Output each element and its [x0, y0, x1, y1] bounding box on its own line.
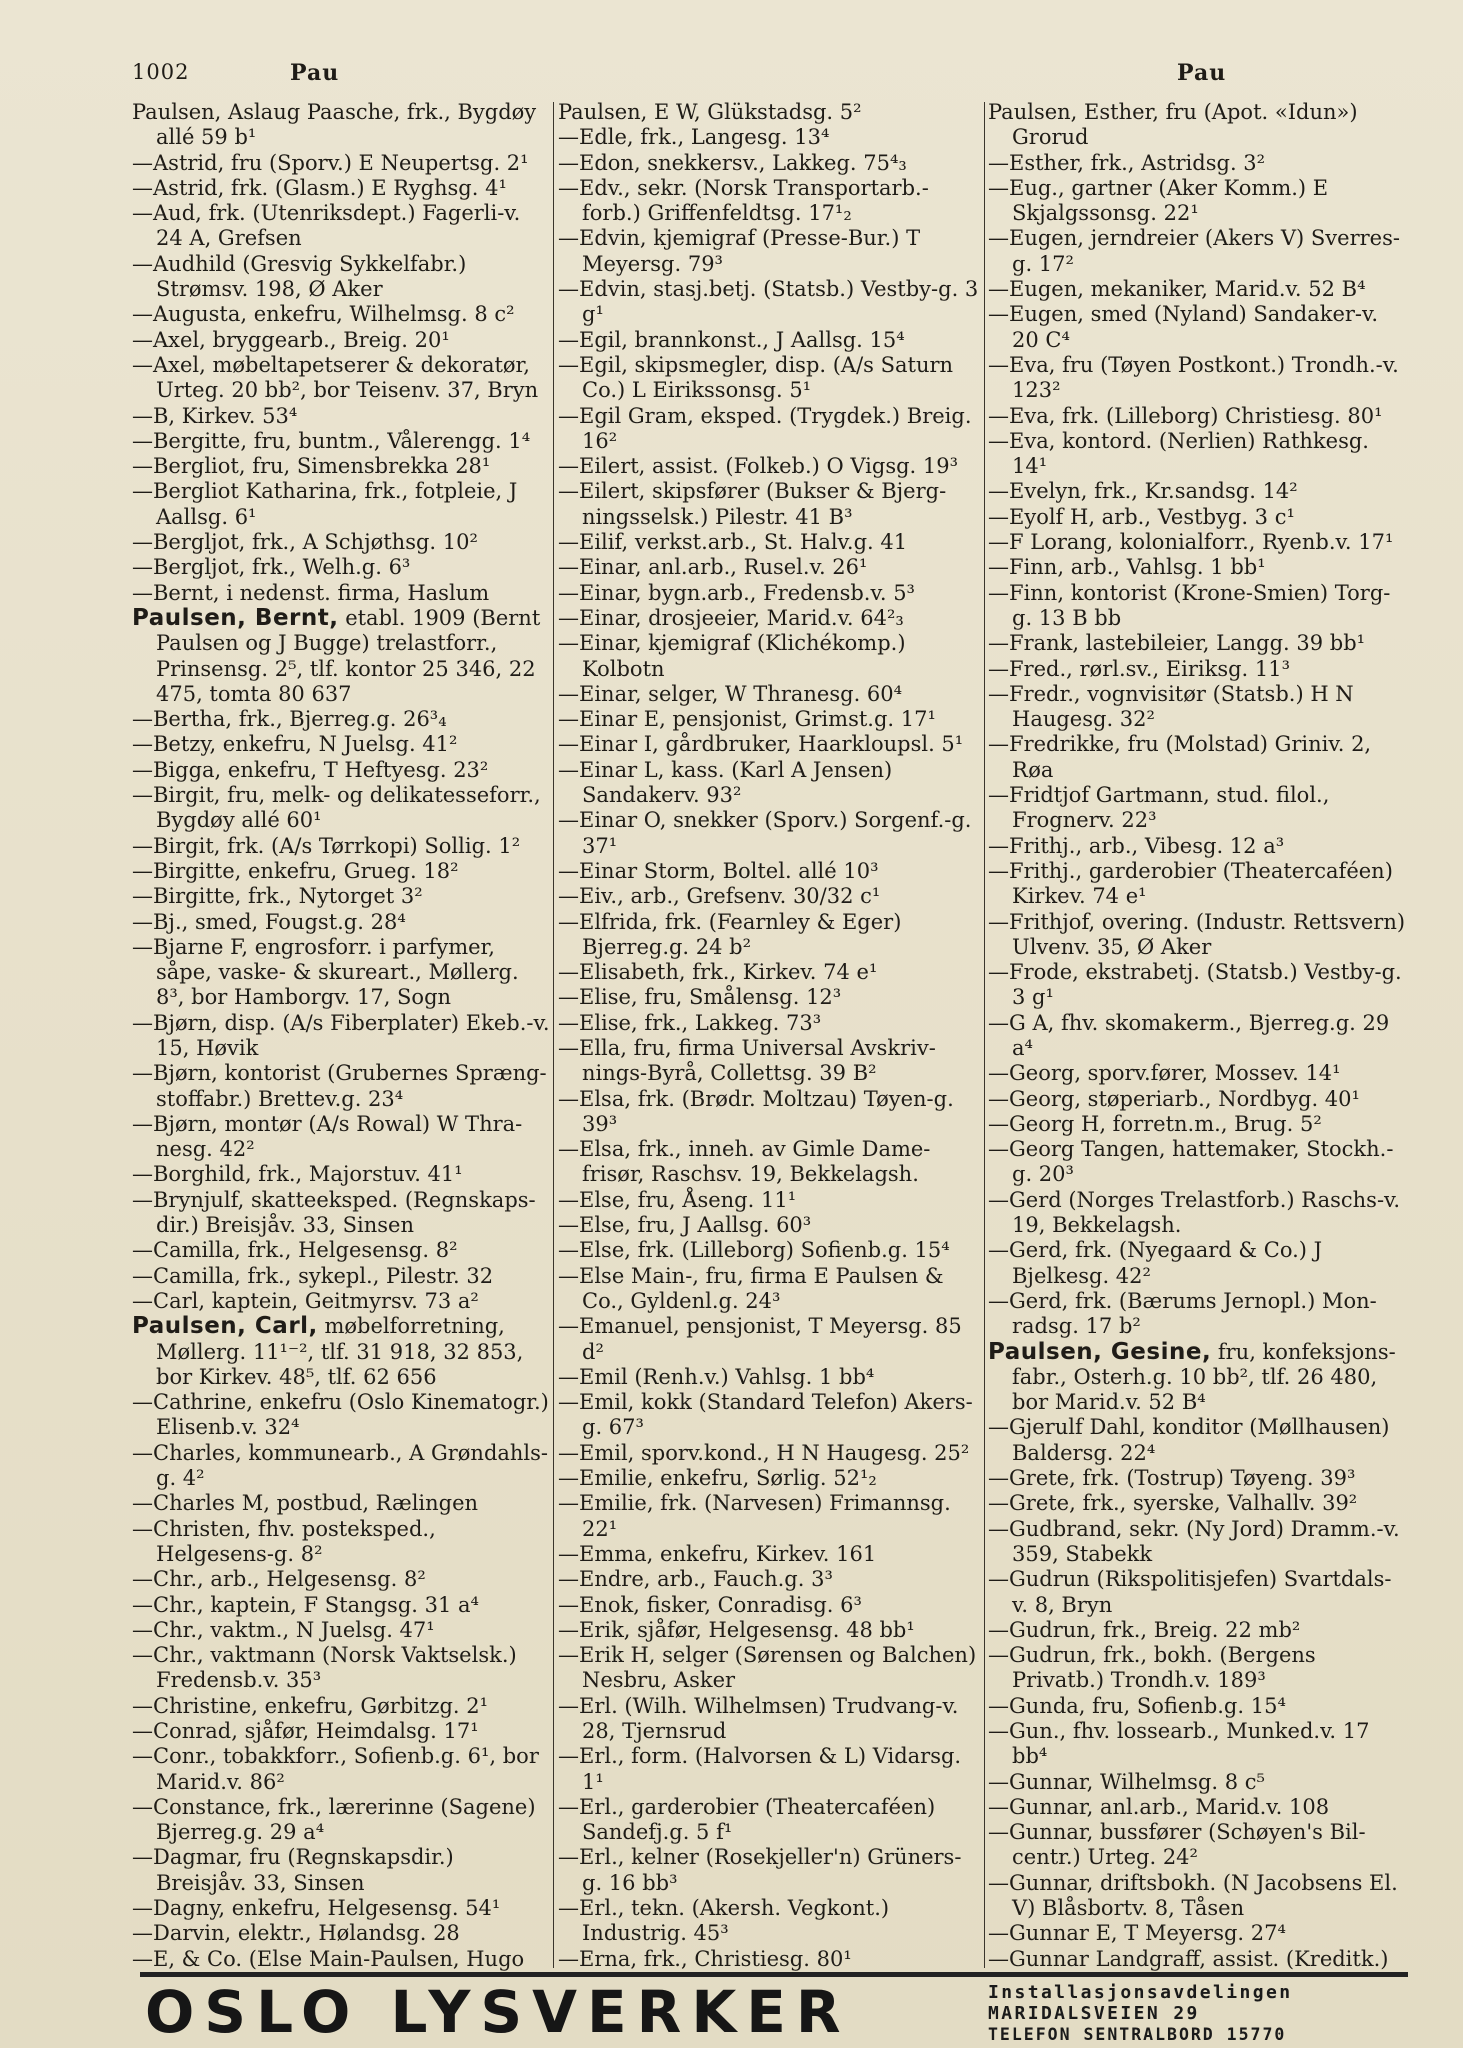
directory-entry: —Gunnar, anl.arb., Marid.v. 108 [988, 1794, 1330, 1819]
directory-entry: —Fredrikke, fru (Molstad) Griniv. 2, Røa [988, 732, 1372, 782]
directory-entry: —Frank, lastebileier, Langg. 39 bb¹ [988, 631, 1366, 656]
directory-entry: —Conrad, sjåfør, Heimdalsg. 17¹ [132, 1719, 479, 1743]
directory-entry: —Eugen, smed (Nyland) Sandaker-v. 20 C⁴ [988, 302, 1379, 352]
directory-entry: Paulsen, Esther, fru (Apot. «Idun») Grorud [988, 100, 1358, 150]
directory-entry: —Conr., tobakkforr., Sofienb.g. 6¹, bor Marid.v. 86² [132, 1744, 539, 1794]
directory-entry: —Gunda, fru, Sofienb.g. 15⁴ [988, 1693, 1286, 1718]
directory-entry: —Axel, møbeltapetserer & dekoratør, Urteg. 20 bb², bor Teisenv. 37, Bryn [132, 352, 539, 403]
directory-entry: Paulsen, Carl, møbelforretning, Møllerg. 11¹⁻², tlf. 31 918, 32 853, bor Kirkev. 48⁵, tlf. 62 656 [132, 1313, 524, 1389]
directory-entry: —Egil Gram, eksped. (Trygdek.) Breig. 16² [558, 403, 972, 453]
directory-entry: —Elsa, frk. (Brødr. Moltzau) Tøyen-g. 39³ [558, 1086, 954, 1136]
directory-entry: —Darvin, elektr., Hølandsg. 28 [132, 1921, 460, 1946]
directory-entry: —Eva, frk. (Lilleborg) Christiesg. 80¹ [988, 403, 1383, 428]
directory-entry: —Einar, anl.arb., Rusel.v. 26¹ [558, 555, 868, 580]
directory-entry: —Edon, snekkersv., Lakkeg. 75⁴₃ [558, 150, 907, 175]
directory-entry: —Gudrun, frk., bokh. (Bergens Privatb.) Trondh.v. 189³ [988, 1643, 1316, 1693]
directory-entry: —Birgitte, frk., Nytorget 3² [132, 884, 423, 909]
directory-entry: —Egil, brannkonst., J Aallsg. 15⁴ [558, 327, 905, 352]
directory-entry: —Eilert, assist. (Folkeb.) O Vigsg. 19³ [558, 454, 959, 479]
directory-entry: —Birgit, fru, melk- og delikatesseforr., Bygdøy allé 60¹ [132, 783, 541, 833]
directory-entry: —Edv., sekr. (Norsk Transportarb.-forb.) Griffenfeldtsg. 17¹₂ [558, 175, 929, 226]
directory-entry: —Emil, kokk (Standard Telefon) Akers-g. 67³ [558, 1390, 973, 1440]
directory-entry: —Enok, fisker, Conradisg. 6³ [558, 1592, 862, 1617]
directory-entry: —Else Main-, fru, firma E Paulsen & Co., Gyldenl.g. 24³ [558, 1263, 944, 1313]
directory-entry: —Einar, kjemigraf (Klichékomp.) Kolbotn [558, 631, 906, 681]
running-head-right: Pau [1177, 60, 1227, 86]
directory-entry: —Egil, skipsmegler, disp. (A/s Saturn Co.) L Eirikssonsg. 5¹ [558, 352, 954, 403]
directory-entry: —Bjørn, disp. (A/s Fiberplater) Ekeb.-v. 15, Høvik [132, 1010, 550, 1060]
directory-entry: —Frithj., garderobier (Theatercaféen) Kirkev. 74 e¹ [988, 858, 1393, 909]
directory-entry: —Gunnar, bussfører (Schøyen's Bil-centr.) Urteg. 24² [988, 1820, 1366, 1870]
directory-entry: —Georg Tangen, hattemaker, Stockh.-g. 20³ [988, 1137, 1394, 1187]
directory-entry: —Gerd, frk. (Nyegaard & Co.) J Bjelkesg. 42² [988, 1238, 1323, 1288]
directory-entry: —Grete, frk. (Tostrup) Tøyeng. 39³ [988, 1466, 1356, 1491]
directory-entry: —Gunnar, Wilhelmsg. 8 c⁵ [988, 1769, 1265, 1794]
directory-entry: —Cathrine, enkefru (Oslo Kinematogr.) Elisenb.v. 32⁴ [132, 1390, 549, 1440]
directory-entry: —Brynjulf, skatteeksped. (Regnskaps-dir.) Breisjåv. 33, Sinsen [132, 1187, 536, 1238]
directory-entry: —Erl. (Wilh. Wilhelmsen) Trudvang-v. 28, Tjernsrud [558, 1693, 959, 1743]
directory-entry: —Elfrida, frk. (Fearnley & Eger) Bjerreg.g. 24 b² [558, 909, 902, 959]
directory-entry: —Carl, kaptein, Geitmyrsv. 73 a² [132, 1288, 479, 1313]
column-2 [558, 100, 981, 1972]
directory-entry: —Else, fru, J Aallsg. 60³ [558, 1213, 812, 1238]
directory-entry: —Bernt, i nedenst. firma, Haslum [132, 580, 490, 605]
directory-entry: —Axel, bryggearb., Breig. 20¹ [132, 327, 450, 352]
directory-entry: —Evelyn, frk., Kr.sandsg. 14² [988, 479, 1298, 504]
directory-entry: —Elise, frk., Lakkeg. 73³ [558, 1010, 822, 1035]
directory-entry: —Emma, enkefru, Kirkev. 161 [558, 1541, 877, 1566]
directory-entry: —Finn, kontorist (Krone-Smien) Torg-g. 13 B bb [988, 580, 1391, 630]
directory-entry: —Bjarne F, engrosforr. i parfymer, såpe, vaske- & skureart., Møllerg. 8³, bor Hamborgv. 17, Sogn [132, 934, 519, 1010]
directory-entry: —Gunnar Landgraff, assist. (Kreditk.) [988, 1946, 1389, 1971]
directory-entry: —Erik H, selger (Sørensen og Balchen) Nesbru, Asker [558, 1643, 977, 1693]
directory-entry: —Einar I, gårdbruker, Haarkloupsl. 5¹ [558, 732, 964, 757]
directory-entry: —Emilie, enkefru, Sørlig. 52¹₂ [558, 1466, 877, 1491]
directory-entry: —Frithj., arb., Vibesg. 12 a³ [988, 833, 1285, 858]
directory-entry: —Christine, enkefru, Gørbitzg. 2¹ [132, 1693, 489, 1718]
running-head-left: Pau [290, 60, 340, 86]
advertisement-info [988, 1982, 1408, 2045]
directory-entry: —Eilif, verkst.arb., St. Halv.g. 41 [558, 530, 908, 555]
advertisement-line: MARIDALSVEIEN 29 [988, 2003, 1200, 2024]
directory-entry: Paulsen, Aslaug Paasche, frk., Bygdøy allé 59 b¹ [132, 100, 537, 150]
ad-divider [140, 1972, 1408, 1977]
directory-entry: —Astrid, frk. (Glasm.) E Ryghsg. 4¹ [132, 175, 507, 200]
directory-entry: —Dagmar, fru (Regnskapsdir.) Breisjåv. 33, Sinsen [132, 1845, 454, 1895]
directory-entry: —Emanuel, pensjonist, T Meyersg. 85 d² [558, 1314, 962, 1364]
directory-entry: —F Lorang, kolonialforr., Ryenb.v. 17¹ [988, 530, 1394, 555]
directory-entry: —Chr., arb., Helgesensg. 8² [132, 1567, 426, 1592]
directory-entry: —Eugen, jerndreier (Akers V) Sverres-g. 17² [988, 226, 1400, 276]
directory-entry: —Georg, støperiarb., Nordbyg. 40¹ [988, 1086, 1360, 1111]
directory-entry: —E, & Co. (Else Main-Paulsen, Hugo [132, 1946, 525, 1971]
directory-entry: —Gudrun, frk., Breig. 22 mb² [988, 1617, 1301, 1642]
directory-entry: —Bergliot Katharina, frk., fotpleie, J Aallsg. 6¹ [132, 479, 518, 529]
directory-entry: —Birgit, frk. (A/s Tørrkopi) Sollig. 1² [132, 833, 521, 858]
advertisement-logo: OSLO LYSVERKER [145, 1978, 851, 2046]
directory-entry: —Erl., garderobier (Theatercaféen) Sandefj.g. 5 f¹ [558, 1794, 936, 1845]
directory-entry: —Einar, bygn.arb., Fredensb.v. 5³ [558, 580, 915, 605]
entry-heading: Paulsen, Carl, [132, 1313, 318, 1340]
directory-entry: —Camilla, frk., Helgesensg. 8² [132, 1238, 458, 1263]
directory-entry: —Birgitte, enkefru, Grueg. 18² [132, 858, 459, 883]
directory-entry: —Gun., fhv. lossearb., Munked.v. 17 bb⁴ [988, 1719, 1370, 1769]
directory-entry: —Erl., form. (Halvorsen & L) Vidarsg. 1¹ [558, 1744, 962, 1794]
directory-entry: —Endre, arb., Fauch.g. 3³ [558, 1567, 833, 1592]
directory-entry: —Chr., kaptein, F Stangsg. 31 a⁴ [132, 1592, 479, 1617]
directory-entry: —Christen, fhv. posteksped., Helgesens-g. 8² [132, 1516, 436, 1566]
directory-entry: —Eugen, mekaniker, Marid.v. 52 B⁴ [988, 277, 1366, 302]
directory-entry: —Gudbrand, sekr. (Ny Jord) Dramm.-v. 359, Stabekk [988, 1516, 1400, 1566]
directory-entry: —Gunnar E, T Meyersg. 27⁴ [988, 1921, 1286, 1946]
column-divider [984, 102, 985, 1968]
directory-entry: —Erik, sjåfør, Helgesensg. 48 bb¹ [558, 1617, 915, 1642]
directory-entry: —Emil (Renh.v.) Vahlsg. 1 bb⁴ [558, 1364, 875, 1389]
directory-entry: —Eva, fru (Tøyen Postkont.) Trondh.-v. 123² [988, 352, 1399, 403]
directory-entry: —Bergliot, fru, Simensbrekka 28¹ [132, 454, 491, 479]
directory-entry: —Einar E, pensjonist, Grimst.g. 17¹ [558, 707, 936, 732]
directory-entry: —Dagny, enkefru, Helgesensg. 54¹ [132, 1896, 501, 1921]
directory-entry: —Frithjof, overing. (Industr. Rettsvern) Ulvenv. 35, Ø Aker [988, 909, 1406, 959]
directory-entry: —Emilie, frk. (Narvesen) Frimannsg. 22¹ [558, 1491, 951, 1541]
directory-entry: —G A, fhv. skomakerm., Bjerreg.g. 29 a⁴ [988, 1010, 1390, 1060]
directory-entry: —Ella, fru, firma Universal Avskriv-nings-Byrå, Collettsg. 39 B² [558, 1035, 936, 1086]
column-1 [132, 100, 550, 1972]
directory-entry: —Bigga, enkefru, T Heftyesg. 23² [132, 757, 489, 782]
directory-entry: —Eva, kontord. (Nerlien) Rathkesg. 14¹ [988, 428, 1369, 479]
directory-entry: —Finn, arb., Vahlsg. 1 bb¹ [988, 555, 1266, 580]
directory-entry: —Gudrun (Rikspolitisjefen) Svartdals-v. 8, Bryn [988, 1567, 1392, 1617]
directory-entry: —Bertha, frk., Bjerreg.g. 26³₄ [132, 707, 447, 732]
directory-entry: —Bergitte, fru, buntm., Vålerengg. 1⁴ [132, 428, 531, 453]
directory-entry: —Else, fru, Åseng. 11¹ [558, 1187, 797, 1212]
directory-entry: —Bergljot, frk., A Schjøthsg. 10² [132, 530, 478, 555]
page-number: 1002 [132, 60, 190, 84]
directory-entry: —Else, frk. (Lilleborg) Sofienb.g. 15⁴ [558, 1238, 950, 1263]
directory-entry: —Erl., tekn. (Akersh. Vegkont.) Industrig. 45³ [558, 1896, 890, 1946]
directory-entry: —Constance, frk., lærerinne (Sagene) Bjerreg.g. 29 a⁴ [132, 1794, 536, 1845]
directory-entry: —Charles, kommunearb., A Grøndahls-g. 4² [132, 1440, 549, 1491]
directory-entry: —Gerd, frk. (Bærums Jernopl.) Mon-radsg. 17 b² [988, 1288, 1377, 1339]
entry-heading: Paulsen, Bernt, [132, 604, 339, 631]
directory-entry: Paulsen, E W, Glükstadsg. 5² [558, 100, 862, 124]
directory-entry: —Elsa, frk., inneh. av Gimle Dame-frisør, Raschsv. 19, Bekkelagsh. [558, 1137, 931, 1187]
entry-heading: Paulsen, Gesine, [988, 1338, 1212, 1365]
directory-entry: —Betzy, enkefru, N Juelsg. 41² [132, 732, 458, 757]
directory-entry: —Gunnar, driftsbokh. (N Jacobsens El. V) Blåsbortv. 8, Tåsen [988, 1870, 1398, 1921]
directory-entry: —Einar Storm, Boltel. allé 10³ [558, 858, 879, 883]
directory-entry: —Elise, fru, Smålensg. 12³ [558, 985, 842, 1010]
directory-entry: —Edvin, kjemigraf (Presse-Bur.) T Meyersg. 79³ [558, 226, 921, 276]
column-3 [988, 100, 1406, 1972]
directory-entry: —Eilert, skipsfører (Bukser & Bjerg-ningsselsk.) Pilestr. 41 B³ [558, 479, 947, 529]
directory-entry: —Edle, frk., Langesg. 13⁴ [558, 125, 830, 150]
directory-entry: —Camilla, frk., sykepl., Pilestr. 32 [132, 1263, 494, 1288]
directory-entry: —Georg, sporv.fører, Mossev. 14¹ [988, 1061, 1341, 1086]
directory-entry: —Elisabeth, frk., Kirkev. 74 e¹ [558, 960, 878, 985]
directory-entry: —Borghild, frk., Majorstuv. 41¹ [132, 1162, 463, 1187]
directory-entry: —Eiv., arb., Grefsenv. 30/32 c¹ [558, 884, 881, 909]
directory-entry: —Frode, ekstrabetj. (Statsb.) Vestby-g. 3 g¹ [988, 960, 1402, 1010]
directory-entry: —Bj., smed, Fougst.g. 28⁴ [132, 909, 406, 934]
directory-entry: —Einar L, kass. (Karl A Jensen) Sandakerv. 93² [558, 757, 893, 808]
directory-entry: —Edvin, stasj.betj. (Statsb.) Vestby-g. 3 g¹ [558, 277, 979, 327]
directory-entry: —Emil, sporv.kond., H N Haugesg. 25² [558, 1440, 970, 1465]
directory-entry: —Einar, drosjeeier, Marid.v. 64²₃ [558, 605, 904, 630]
directory-entry: —Aud, frk. (Utenriksdept.) Fagerli-v. 24 A, Grefsen [132, 201, 521, 251]
directory-entry: —Astrid, fru (Sporv.) E Neupertsg. 2¹ [132, 150, 529, 175]
directory-entry: —Einar, selger, W Thranesg. 60⁴ [558, 681, 903, 706]
directory-entry: —Gerd (Norges Trelastforb.) Raschs-v. 19, Bekkelagsh. [988, 1187, 1401, 1238]
directory-entry: —Audhild (Gresvig Sykkelfabr.) Strømsv. 198, Ø Aker [132, 251, 467, 302]
directory-entry: —Erl., kelner (Rosekjeller'n) Grüners-g. 16 bb³ [558, 1845, 962, 1895]
advertisement-line: Installasjonsavdelingen [988, 1982, 1293, 2003]
directory-entry: —Fridtjof Gartmann, stud. filol., Frognerv. 22³ [988, 783, 1330, 833]
directory-entry: Paulsen, Bernt, etabl. 1909 (Bernt Paulsen og J Bugge) trelastforr., Prinsensg. 2⁵, tlf. kontor 25 346, 22 475, tomta 80 637 [132, 604, 541, 706]
directory-entry: —B, Kirkev. 53⁴ [132, 403, 298, 428]
directory-entry: —Eug., gartner (Aker Komm.) E Skjalgssonsg. 22¹ [988, 175, 1329, 226]
directory-entry: —Grete, frk., syerske, Valhallv. 39² [988, 1491, 1358, 1516]
directory-entry: Paulsen, Gesine, fru, konfeksjons-fabr., Osterh.g. 10 bb², tlf. 26 480, bor Marid.v. 52 B⁴ [988, 1338, 1396, 1415]
directory-entry: —Eyolf H, arb., Vestbyg. 3 c¹ [988, 504, 1295, 529]
directory-entry: —Erna, frk., Christiesg. 80¹ [558, 1946, 852, 1971]
directory-entry: —Einar O, snekker (Sporv.) Sorgenf.-g. 37¹ [558, 808, 972, 858]
directory-entry: —Charles M, postbud, Rælingen [132, 1491, 479, 1516]
directory-entry: —Esther, frk., Astridsg. 3² [988, 150, 1266, 175]
advertisement-phone: TELEFON SENTRALBORD 15770 [988, 2025, 1287, 2044]
directory-entry: —Bergljot, frk., Welh.g. 6³ [132, 555, 411, 580]
column-divider [553, 102, 554, 1968]
directory-entry: —Georg H, forretn.m., Brug. 5² [988, 1111, 1322, 1136]
directory-entry: —Augusta, enkefru, Wilhelmsg. 8 c² [132, 302, 515, 327]
directory-entry: —Gjerulf Dahl, konditor (Møllhausen) Baldersg. 22⁴ [988, 1415, 1390, 1465]
directory-entry: —Chr., vaktm., N Juelsg. 47¹ [132, 1617, 435, 1642]
directory-entry: —Fred., rørl.sv., Eiriksg. 11³ [988, 656, 1291, 681]
directory-entry: —Bjørn, kontorist (Grubernes Spræng-stoffabr.) Brettev.g. 23⁴ [132, 1061, 547, 1111]
directory-entry: —Chr., vaktmann (Norsk Vaktselsk.) Fredensb.v. 35³ [132, 1643, 517, 1693]
directory-entry: —Bjørn, montør (A/s Rowal) W Thra-nesg. 42² [132, 1111, 523, 1162]
directory-entry: —Fredr., vognvisitør (Statsb.) H N Haugesg. 32² [988, 681, 1354, 732]
